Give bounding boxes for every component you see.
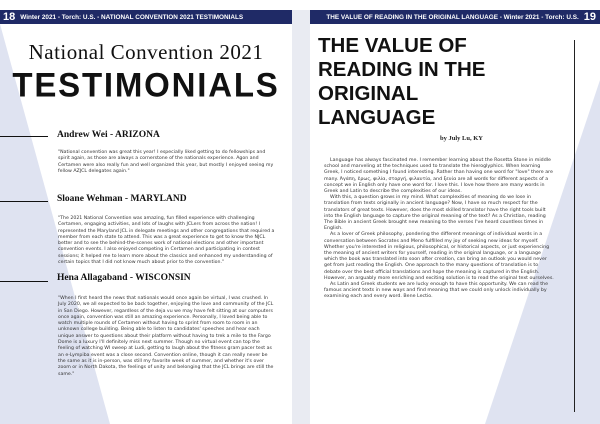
article-paragraph: As a lover of Greek philosophy, pondering the different meanings of individual words in a conversation between Socrates and Meno fulfilled my joy of seeking new ideas for myself. Whether you're interested in religious, philosophical, or historical aspects, or just experiencing the meaning of ancient writers for yourself, reading in the original language, or a language which the book was translated into soon after creation, can bring an outlook you would never get from just reading the English. One approach to the many questions of translation is to debate over the best official translations and hope the meaning is captured in the English. However, an arguably more enriching and exciting solution is to read the original text ourselves.: [324, 232, 554, 281]
article-paragraph: With this, a question grows in my mind. What complexities of meaning do we lose in translation from texts originally in ancient language? Now, I have so much respect for the translators of great texts. However, does the most skilled translator have the right tools built into the English language to capture the original meaning of the text? As a Christian, reading The Bible in ancient Greek brought new meaning to the verses I've heard countless times in English.: [324, 195, 546, 232]
title-line: READING IN THE: [318, 58, 486, 81]
page-title: TESTIMONIALS: [12, 65, 280, 104]
article-title: [318, 34, 518, 130]
page-header: [0, 10, 292, 24]
vertical-divider: [574, 40, 575, 412]
left-page: [0, 10, 292, 424]
article-body: [324, 158, 556, 301]
testimonial-quote: "The 2021 National Convention was amazing, fun filled experience with challenging Certamen, engaging activities, and lots of laughs with JCLers from across the nation! I represented the Maryland JCL in delegate meetings and other congregations that required a member from each state to attend. This was a great experience to get to know the NJCL better and to see the behind-the-scenes work of national elections and other important convention events. I also enjoyed competing in Certamen and participating in contest sessions; it helped me to learn more about the classics and enhanced my understanding of certain topics that I did not know much about prior to the convention.": [58, 216, 275, 266]
right-page: [310, 10, 600, 424]
title-line: ORIGINAL: [318, 82, 419, 105]
header-text: THE VALUE OF READING IN THE ORIGINAL LANGUAGE - Winter 2021 - Torch: U.S.: [326, 13, 579, 21]
byline: by July Lu, KY: [440, 135, 483, 142]
name-divider: [0, 136, 48, 137]
testimonial-quote: "When I first heard the news that nationals would once again be virtual, I was crushed. In July 2020, we all expected to be back together, enjoying the love and community of the JCL in San Diego. However, regardless of the deja vu we may have felt sitting at our computers once again, convention was still an amazing experience. Personally, I loved being able to watch multiple rounds of Certamen without having to sprint from room to room in an unknown college building. Being able to listen to candidates' speeches and hear each unique answer to questions about their platform without having to trek a mile to the Fargo Dome is a luxury I'll definitely miss next summer. Though no virtual event can top the feeling of watching WI sweep at Ludi, getting to laugh about the fitness gram pacer test as an e-Lympiba event was a close second. Convention online, though it can really never be the same as it is in-person, was still my favorite week of summer, and whether it's over zoom or in North Dakota, the feelings of unity and belonging that the JCL brings are still the same.": [58, 296, 274, 377]
page-number: 19: [583, 11, 596, 23]
article-paragraph: As Latin and Greek students we are lucky enough to have this opportunity. We can read the famous ancient texts in new ways and find meaning that we could only unlock individually by examining each and every word. Bene Lectio.: [324, 282, 548, 300]
testimonial-name: Andrew Wei - ARIZONA: [57, 130, 160, 140]
testimonial-quote: "National convention was great this year! I especially liked getting to do fellowships and spirit again, as those are always a cornerstone of the nationals experience. Agon and Certamen were also really fun and well organized this year, but mostly I enjoyed seeing my fellow AZJCL delegates again.": [58, 150, 274, 174]
testimonial-name: Sloane Wehman - MARYLAND: [57, 194, 187, 204]
title-line: THE VALUE OF: [318, 34, 467, 57]
title-line: LANGUAGE: [318, 106, 436, 129]
page-number: 18: [3, 11, 16, 23]
page-header: [310, 10, 600, 24]
section-title: National Convention 2021: [28, 40, 264, 64]
page-spine: [292, 10, 310, 424]
name-divider: [0, 281, 48, 282]
name-divider: [0, 201, 48, 202]
header-text: Winter 2021 - Torch: U.S. - NATIONAL CONVENTION 2021 TESTIMONIALS: [20, 13, 244, 21]
testimonial-name: Hena Allagaband - WISCONSIN: [57, 273, 191, 283]
article-paragraph: Language has always fascinated me. I remember learning about the Rosetta Stone in middle school and marveling at the techniques used to translate the hieroglyphics. When learning Greek, I noticed something I found interesting. Rather than having one word for "love" there are many. Ἀγάπη, ἔρως, φιλία, στοργή, φιλαυτία, and ξενία are all words for different aspects of a concept we in English only have one word for. I love this. I love how there are many words in Greek and Latin to describe the complexities of our ideas.: [324, 158, 553, 195]
